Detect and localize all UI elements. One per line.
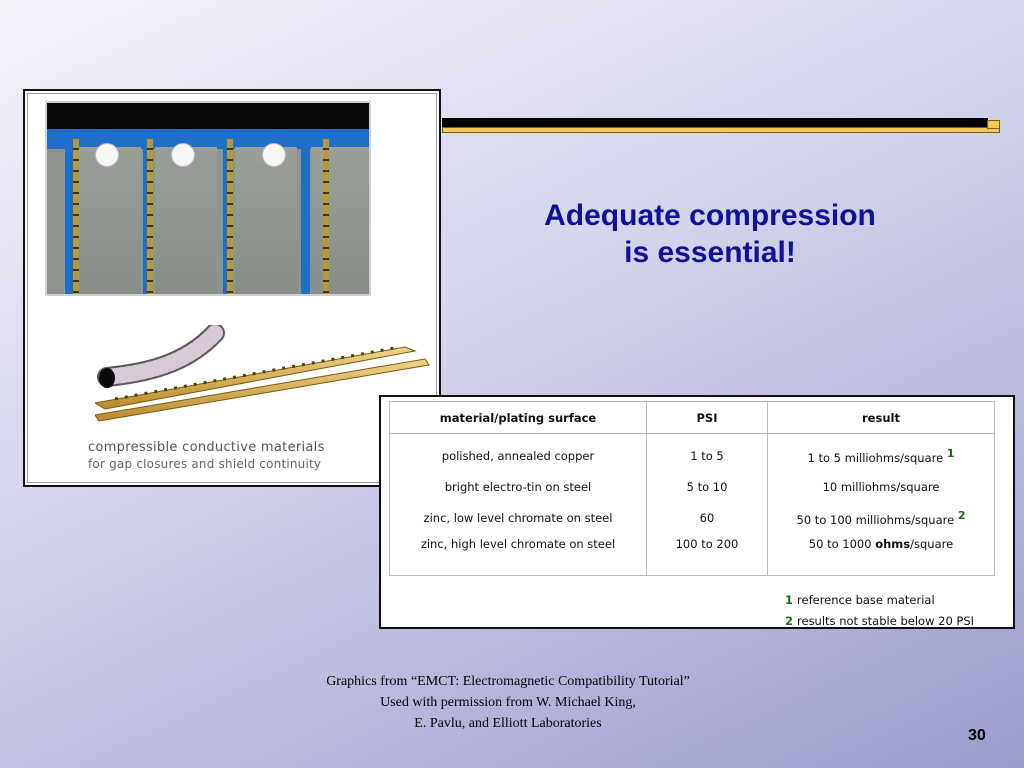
rack-post [301, 133, 310, 296]
result-text-post: /square [910, 537, 954, 551]
rack-band [47, 129, 369, 149]
credit-line3: E. Pavlu, and Elliott Laboratories [414, 716, 602, 731]
cell-psi: 5 to 10 [647, 471, 768, 502]
rack-hole [171, 143, 195, 167]
footnote-item [785, 590, 974, 611]
header-material: material/plating surface [390, 402, 647, 434]
footnote-marker: 1 [946, 446, 955, 460]
cell-psi: 60 [647, 502, 768, 533]
footnote-number: 1 [785, 593, 794, 607]
header-bar-gold [442, 127, 1000, 133]
header-psi: PSI [647, 402, 768, 434]
result-text: 1 to 5 milliohms/square [807, 450, 944, 465]
footnote-item [785, 611, 974, 632]
graphics-credit [258, 671, 758, 734]
cell-psi: 100 to 200 [647, 533, 768, 576]
header-result: result [768, 402, 995, 434]
table-header-row [390, 402, 995, 434]
rack-panel [311, 147, 371, 296]
rack-illustration [45, 101, 371, 296]
table-row [390, 471, 995, 502]
footnote-text: results not stable below 20 PSI [797, 614, 975, 628]
result-text-pre: 50 to 1000 [808, 537, 876, 551]
footnote-marker: 2 [957, 508, 966, 522]
picture-caption-subtitle: for gap closures and shield continuity [88, 457, 322, 471]
cell-result [768, 434, 995, 472]
rack-hole [262, 143, 286, 167]
materials-table [389, 401, 995, 576]
page-number: 30 [968, 727, 986, 744]
cell-material: polished, annealed copper [390, 434, 647, 472]
picture-caption-title: compressible conductive materials [88, 440, 325, 455]
gasket-strip [323, 139, 329, 296]
rack-hole [95, 143, 119, 167]
slide-title [470, 197, 950, 271]
result-text-bold: ohms [875, 537, 911, 551]
cell-result [768, 502, 995, 533]
result-text: 50 to 100 milliohms/square [796, 512, 955, 527]
header-bar-black [442, 118, 988, 127]
slide-title-line1: Adequate compression [544, 199, 876, 232]
cell-result [768, 533, 995, 576]
slide-title-line2: is essential! [624, 236, 796, 269]
cell-result: 10 milliohms/square [768, 471, 995, 502]
gasket-strip [147, 139, 153, 296]
footnote-text: reference base material [797, 593, 935, 607]
rack-panel [155, 147, 217, 296]
header-bar-cap [987, 120, 1000, 129]
table-row [390, 502, 995, 533]
footnote-number: 2 [785, 614, 794, 628]
credit-line1: Graphics from “EMCT: Electromagnetic Compatibility Tutorial” [326, 674, 690, 689]
gasket-strip [73, 139, 79, 296]
cell-material: zinc, low level chromate on steel [390, 502, 647, 533]
rack-panel [235, 147, 297, 296]
table-row [390, 533, 995, 576]
table-row [390, 434, 995, 472]
credit-line2: Used with permission from W. Michael King, [380, 695, 636, 710]
rack-panel [79, 147, 141, 296]
table-footnotes [785, 590, 974, 632]
cell-material: bright electro-tin on steel [390, 471, 647, 502]
cell-material: zinc, high level chromate on steel [390, 533, 647, 576]
gasket-strip [227, 139, 233, 296]
cell-psi: 1 to 5 [647, 434, 768, 472]
